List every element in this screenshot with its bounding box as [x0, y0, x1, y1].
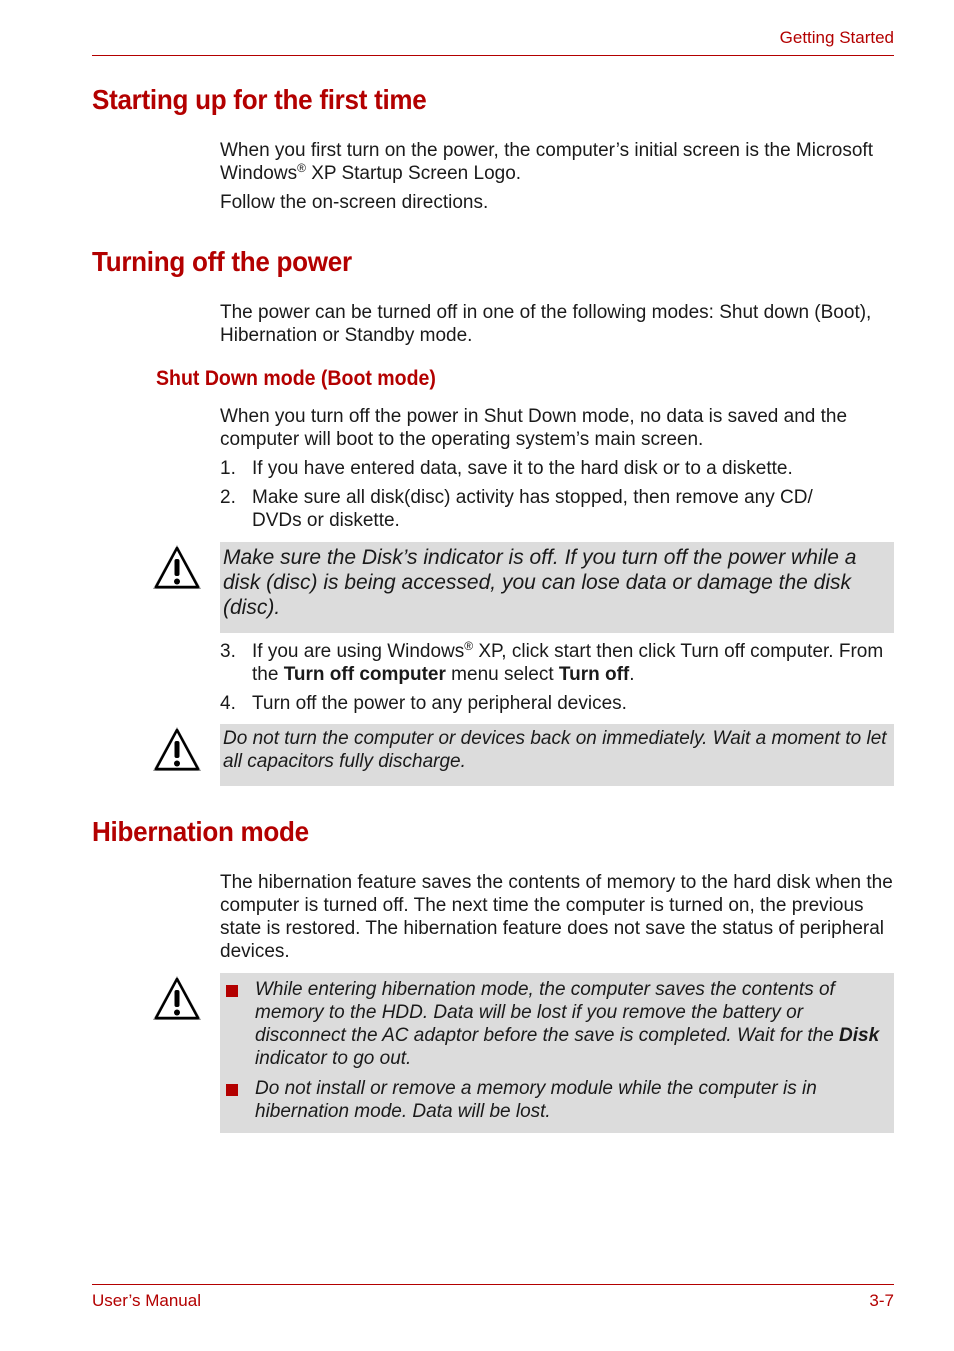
running-head: Getting Started [779, 28, 894, 47]
page-number: 3-7 [869, 1291, 894, 1310]
warning-triangle-icon [150, 542, 204, 594]
warning-triangle-icon [150, 973, 204, 1025]
steps-list-b [220, 640, 900, 715]
steps-list-a [220, 457, 900, 532]
startup-paragraph: When you first turn on the power, the computer’s initial screen is the Microsoft Windows® XP Startup Screen Logo. [220, 140, 873, 184]
header-rule [92, 55, 894, 56]
caution-bullet-item: Do not install or remove a memory module while the computer is in hibernation mode. Data will be lost. [223, 1077, 888, 1123]
bullet-square-icon [226, 985, 238, 997]
caution-bullet-item: While entering hibernation mode, the computer saves the contents of memory to the HDD. Data will be lost if you remove the battery or disconnect the AC adaptor before the save is completed. Wait for the Disk indicator to go out. [223, 978, 888, 1070]
shut-down-paragraph: When you turn off the power in Shut Down mode, no data is saved and the computer will boot to the operating system’s main screen. [220, 406, 848, 450]
caution-box-capacitors: Do not turn the computer or devices back on immediately. Wait a moment to let all capacitors fully discharge. [220, 724, 894, 786]
list-item: 1. If you have entered data, save it to the hard disk or to a diskette. [220, 458, 793, 479]
caution-box-hibernation [220, 973, 894, 1133]
footer-manual-title: User’s Manual [92, 1291, 201, 1310]
list-item: 3. If you are using Windows® XP, click start then click Turn off computer. From the Turn off computer menu select Turn off. [220, 639, 884, 685]
hibernation-paragraph: The hibernation feature saves the contents of memory to the hard disk when the computer is turned off. The next time the computer is turned on, the previous state is restored. The hibernation feature does not save the status of peripheral devices. [220, 872, 893, 962]
list-item: 2. Make sure all disk(disc) activity has stopped, then remove any CD/ DVDs or diskette. [220, 487, 813, 531]
startup-follow-paragraph: Follow the on-screen directions. [220, 192, 489, 213]
list-item: 4. Turn off the power to any peripheral devices. [220, 693, 627, 714]
heading-starting-up: Starting up for the first time [92, 84, 427, 115]
footer-rule [92, 1284, 894, 1285]
caution-box-disk-indicator: Make sure the Disk’s indicator is off. If you turn off the power while a disk (disc) is being accessed, you can lose data or damage the disk (disc). [220, 542, 894, 633]
heading-shut-down-mode: Shut Down mode (Boot mode) [156, 367, 436, 390]
heading-hibernation-mode: Hibernation mode [92, 816, 309, 847]
warning-triangle-icon [150, 724, 204, 776]
bullet-square-icon [226, 1084, 238, 1096]
heading-turning-off: Turning off the power [92, 246, 352, 277]
turning-off-paragraph: The power can be turned off in one of the following modes: Shut down (Boot), Hibernation or Standby mode. [220, 302, 872, 346]
